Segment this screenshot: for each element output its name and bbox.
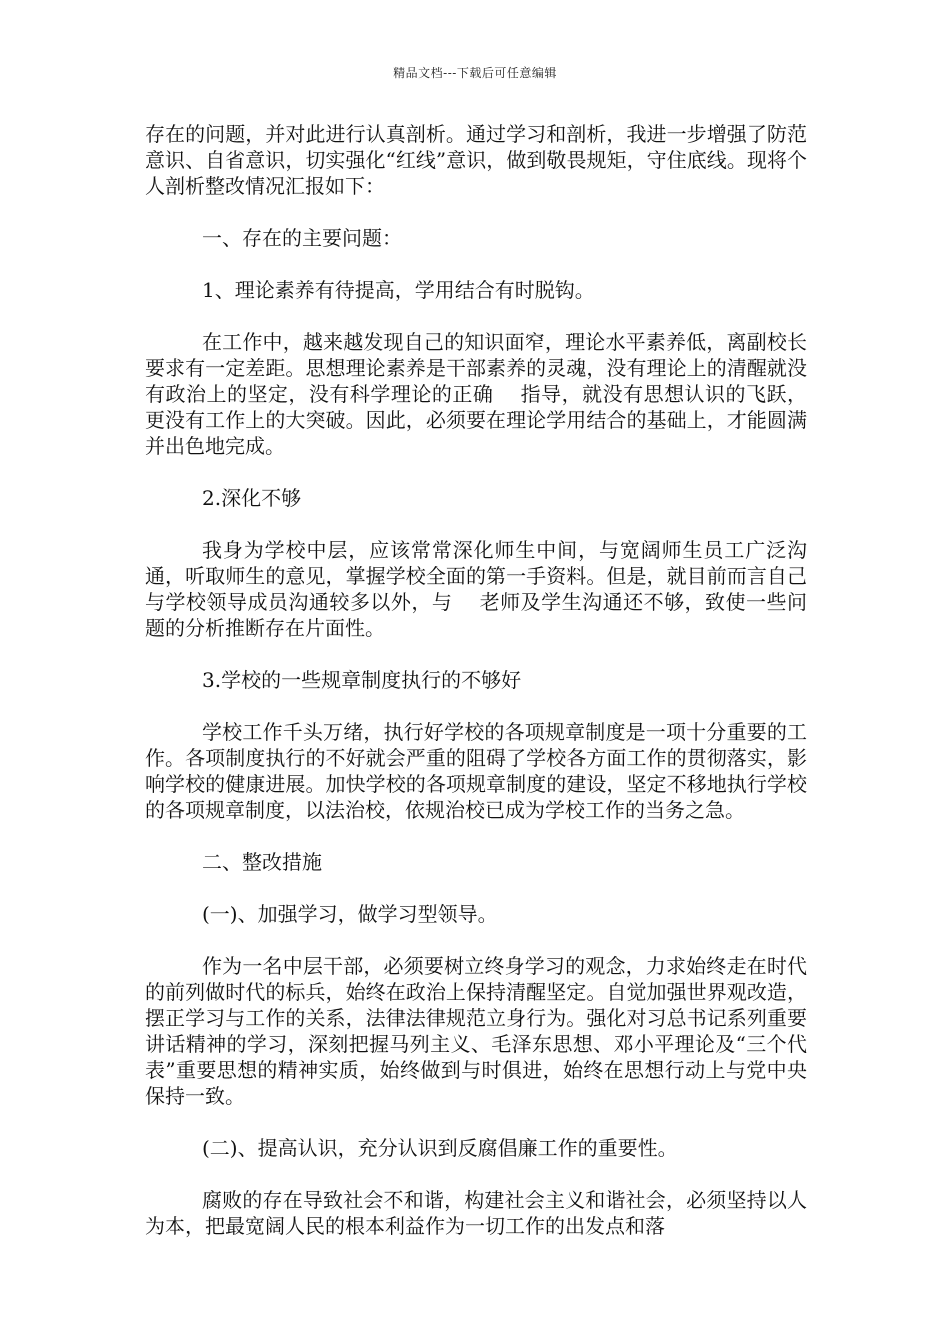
document-body (145, 121, 807, 1239)
heading-measure-1: (一)、加强学习，做学习型领导。 (202, 902, 498, 926)
heading-problem-2: 2.深化不够 (202, 486, 302, 510)
paragraph-problem-1: 在工作中，越来越发现自己的知识面窄，理论水平素养低，离副校长要求有一定差距。思想理论素养是干部素养的灵魂，没有理论上的清醒就没有政治上的坚定，没有科学理论的正确 指导，就没有思想认识的飞跃，更没有工作上的大突破。因此，必须要在理论学用结合的基础上，才能圆满并出色地完成。 (145, 330, 807, 458)
heading-problems: 一、存在的主要问题： (202, 226, 402, 250)
page-header: 精品文档---下载后可任意编辑 (393, 66, 557, 80)
paragraph-problem-2: 我身为学校中层，应该常常深化师生中间，与宽阔师生员工广泛沟通，听取师生的意见，掌握学校全面的第一手资料。但是，就目前而言自己与学校领导成员沟通较多以外，与 老师及学生沟通还不够，致使一些问题的分析推断存在片面性。 (145, 538, 807, 640)
heading-measures: 二、整改措施 (202, 850, 322, 874)
paragraph-measure-1: 作为一名中层干部，必须要树立终身学习的观念，力求始终走在时代的前列做时代的标兵，始终在政治上保持清醒坚定。自觉加强世界观改造，摆正学习与工作的关系，法律法律规范立身行为。强化对习总书记系列重要讲话精神的学习，深刻把握马列主义、毛泽东思想、邓小平理论及“三个代表”重要思想的精神实质，始终做到与时俱进，始终在思想行动上与党中央保持一致。 (145, 954, 807, 1108)
paragraph-intro: 存在的问题，并对此进行认真剖析。通过学习和剖析，我进一步增强了防范意识、自省意识，切实强化“红线”意识，做到敬畏规矩，守住底线。现将个人剖析整改情况汇报如下： (145, 122, 807, 198)
heading-problem-3: 3.学校的一些规章制度执行的不够好 (202, 668, 522, 692)
heading-problem-1: 1、理论素养有待提高，学用结合有时脱钩。 (202, 278, 595, 302)
paragraph-measure-2: 腐败的存在导致社会不和谐，构建社会主义和谐社会，必须坚持以人为本，把最宽阔人民的根本利益作为一切工作的出发点和落 (145, 1188, 807, 1238)
heading-measure-2: (二)、提高认识，充分认识到反腐倡廉工作的重要性。 (202, 1136, 678, 1160)
paragraph-problem-3: 学校工作千头万绪，执行好学校的各项规章制度是一项十分重要的工作。各项制度执行的不好就会严重的阻碍了学校各方面工作的贯彻落实，影响学校的健康进展。加快学校的各项规章制度的建设，坚定不移地执行学校的各项规章制度，以法治校，依规治校已成为学校工作的当务之急。 (145, 720, 807, 822)
